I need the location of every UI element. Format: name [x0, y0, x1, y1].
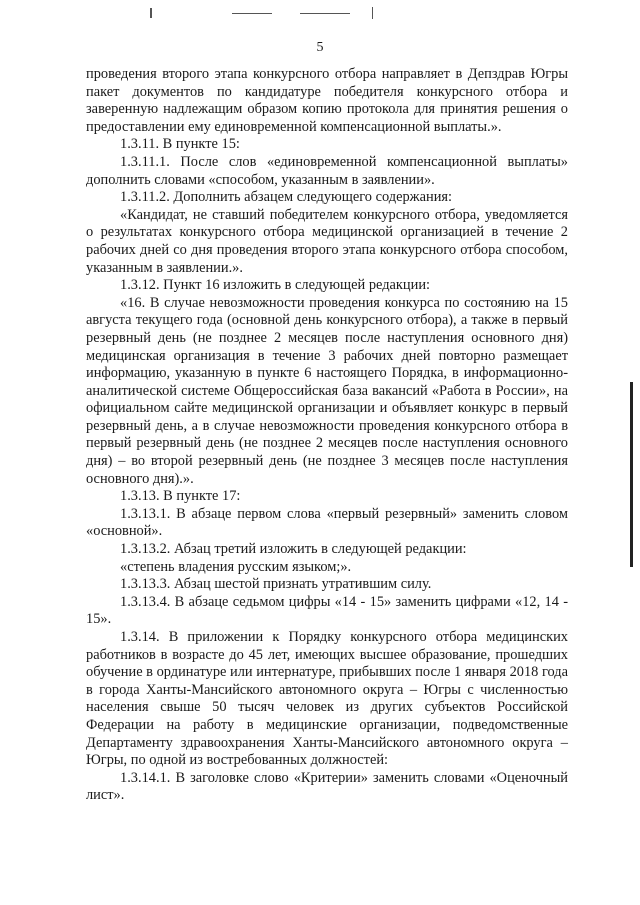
- paragraph: 1.3.13.1. В абзаце первом слова «первый резервный» заменить словом «основной».: [86, 505, 568, 540]
- scan-artifact: [150, 4, 152, 18]
- paragraph: «степень владения русским языком;».: [120, 558, 352, 575]
- paragraph: 1.3.11. В пункте 15:: [120, 136, 240, 153]
- scan-artifact: [300, 4, 350, 18]
- paragraph: 1.3.13.4. В абзаце седьмом цифры «14 - 15» заменить цифрами «12, 14 - 15».: [86, 593, 568, 628]
- paragraph: 1.3.11.2. Дополнить абзацем следующего содержания:: [120, 189, 453, 206]
- scan-artifact: [232, 4, 272, 18]
- paragraph: 1.3.13.2. Абзац третий изложить в следующей редакции:: [120, 541, 467, 558]
- scan-artifact: [372, 4, 373, 18]
- paragraph: 1.3.14.1. В заголовке слово «Критерии» заменить словами «Оценочный лист».: [86, 769, 568, 804]
- paragraph: проведения второго этапа конкурсного отбора направляет в Депздрав Югры пакет документов по кандидатуре победителя конкурсного отбора и заверенную надлежащим образом копию протокола для принятия решения о предоставлении ему единовременной компенсационной выплаты.».: [86, 66, 568, 135]
- page-number: 5: [316, 40, 324, 55]
- document-body: [86, 66, 568, 805]
- paragraph: «16. В случае невозможности проведения конкурса по состоянию на 15 августа текущего года (основной день конкурсного отбора), а также в первый резервный день (не позднее 2 месяцев после наступления основного дня) медицинская организация в течение 3 рабочих дней повторно размещает информацию, указанную в пункте 6 настоящего Порядка, в информационно-аналитической системе Общероссийская база вакансий «Работа в России», на официальном сайте медицинской организации и объявляет конкурс в первый резервный день, а в случае невозможности проведения конкурсного отбора в первый резервный день (не позднее 2 месяцев после наступления основного дня) – во второй резервный день (не позднее 3 месяцев после наступления основного дня).».: [86, 294, 568, 487]
- paragraph: 1.3.12. Пункт 16 изложить в следующей редакции:: [120, 277, 431, 294]
- paragraph: 1.3.13.3. Абзац шестой признать утратившим силу.: [120, 576, 432, 593]
- paragraph: 1.3.14. В приложении к Порядку конкурсного отбора медицинских работников в возрасте до 45 лет, имеющих высшее образование, прошедших обучение в ординатуре или интернатуре, прибывших после 1 января 2018 года в города Ханты-Мансийского автономного округа – Югры с численностью населения свыше 50 тысяч человек из других субъектов Российской Федерации на работу в медицинские организации, подведомственные Департаменту здравоохранения Ханты-Мансийского автономного округа – Югры, по одной из востребованных должностей:: [86, 629, 568, 769]
- paragraph: «Кандидат, не ставший победителем конкурсного отбора, уведомляется о результатах конкурсного отбора медицинской организацией в течение 2 рабочих дней со дня проведения второго этапа конкурсного отбора способом, указанным в заявлении.».: [86, 206, 568, 276]
- scan-edge-artifact: [630, 382, 633, 567]
- paragraph: 1.3.13. В пункте 17:: [120, 488, 241, 505]
- paragraph: 1.3.11.1. После слов «единовременной компенсационной выплаты» дополнить словами «способом, указанным в заявлении».: [86, 153, 568, 188]
